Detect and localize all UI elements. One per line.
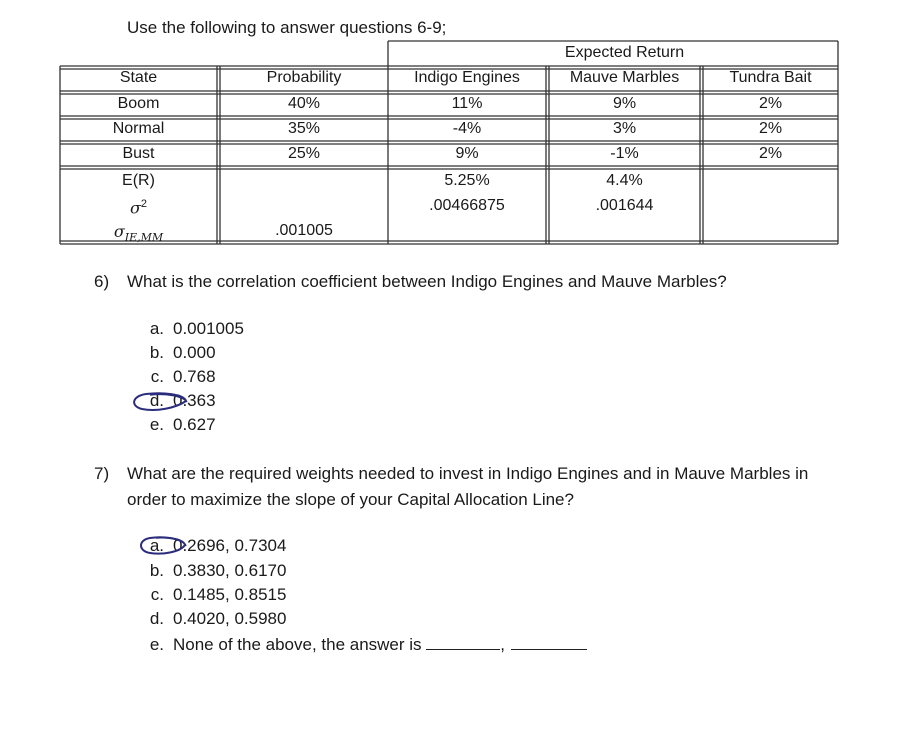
- variance-mauve: .001644: [595, 197, 654, 214]
- option-letter: a.: [149, 536, 164, 555]
- table-row-mauve: 3%: [612, 120, 637, 137]
- option-text: 0.627: [173, 415, 216, 434]
- table-row-mauve: -1%: [610, 145, 639, 162]
- covariance-value: .001005: [275, 222, 333, 239]
- q7-option-b[interactable]: [134, 561, 286, 581]
- expected-return-label: E(R): [122, 172, 155, 189]
- table-row-state: Boom: [117, 95, 160, 112]
- table-row-probability: 40%: [287, 95, 321, 112]
- answer-blank-2[interactable]: [511, 633, 587, 650]
- header-indigo-engines: Indigo Engines: [414, 69, 520, 86]
- option-text: None of the above, the answer is: [173, 635, 422, 654]
- question-7-text-line1: What are the required weights needed to invest in Indigo Engines and in Mauve Marbles in: [127, 464, 809, 483]
- expected-return-mauve: 4.4%: [606, 172, 643, 189]
- question-7-number: 7): [94, 464, 110, 483]
- option-text: 0.000: [173, 343, 216, 362]
- table-row-indigo: -4%: [452, 120, 482, 137]
- expected-return-header: Expected Return: [564, 44, 685, 61]
- header-state: State: [119, 69, 158, 86]
- intro-text: Use the following to answer questions 6-9;: [127, 18, 447, 37]
- option-letter: a.: [149, 319, 164, 338]
- table-row-mauve: 9%: [612, 95, 637, 112]
- header-mauve-marbles: Mauve Marbles: [569, 69, 680, 86]
- blank-separator: ,: [500, 635, 506, 654]
- question-6-number: 6): [94, 272, 110, 291]
- q6-option-e[interactable]: [134, 415, 216, 435]
- option-text: 0.4020, 0.5980: [173, 609, 287, 628]
- option-letter: b.: [149, 561, 164, 580]
- covariance-subscript: IE,MM: [124, 231, 164, 245]
- header-probability: Probability: [266, 69, 342, 86]
- option-text: 0.001005: [173, 319, 244, 338]
- table-row-indigo: 9%: [455, 145, 479, 162]
- table-row-probability: 35%: [287, 120, 321, 137]
- q6-option-a[interactable]: [134, 319, 244, 339]
- question-7-text-line2: order to maximize the slope of your Capital Allocation Line?: [127, 490, 574, 509]
- variance-label: [60, 194, 217, 219]
- table-row-indigo: 11%: [451, 95, 483, 112]
- variance-superscript: 2: [140, 198, 148, 210]
- table-row-state: Bust: [122, 145, 155, 162]
- q7-option-a[interactable]: [134, 536, 286, 556]
- option-text: 0.2696, 0.7304: [173, 536, 287, 555]
- covariance-label: [60, 222, 217, 248]
- table-row-probability: 25%: [287, 145, 321, 162]
- option-letter: c.: [150, 585, 164, 604]
- sigma-symbol: σ: [113, 222, 125, 241]
- table-row-tundra: 2%: [758, 95, 783, 112]
- question-6: [94, 269, 109, 295]
- option-text: 0.1485, 0.8515: [173, 585, 287, 604]
- q7-option-e[interactable]: [134, 633, 587, 655]
- sigma-symbol: σ: [129, 198, 141, 218]
- option-letter: c.: [150, 367, 164, 386]
- option-text: 0.3830, 0.6170: [173, 561, 287, 580]
- answer-blank-1[interactable]: [426, 633, 500, 650]
- table-row-tundra: 2%: [758, 120, 783, 137]
- variance-indigo: .00466875: [429, 197, 505, 214]
- question-6-text: What is the correlation coefficient between Indigo Engines and Mauve Marbles?: [127, 272, 727, 291]
- option-text: 0.363: [173, 391, 216, 410]
- option-letter: e.: [149, 415, 164, 434]
- table-row-tundra: 2%: [758, 145, 783, 162]
- option-letter: d.: [149, 391, 164, 410]
- q7-option-c[interactable]: [134, 585, 286, 605]
- header-tundra-bait: Tundra Bait: [729, 69, 812, 86]
- option-letter: b.: [149, 343, 164, 362]
- q6-option-b[interactable]: [134, 343, 216, 363]
- q6-option-c[interactable]: [134, 367, 216, 387]
- option-letter: e.: [149, 635, 164, 654]
- question-7: [94, 461, 109, 487]
- option-text: 0.768: [173, 367, 216, 386]
- table-row-state: Normal: [112, 120, 165, 137]
- q6-option-d[interactable]: [134, 391, 216, 411]
- option-letter: d.: [149, 609, 164, 628]
- expected-return-indigo: 5.25%: [444, 172, 490, 189]
- q7-option-d[interactable]: [134, 609, 286, 629]
